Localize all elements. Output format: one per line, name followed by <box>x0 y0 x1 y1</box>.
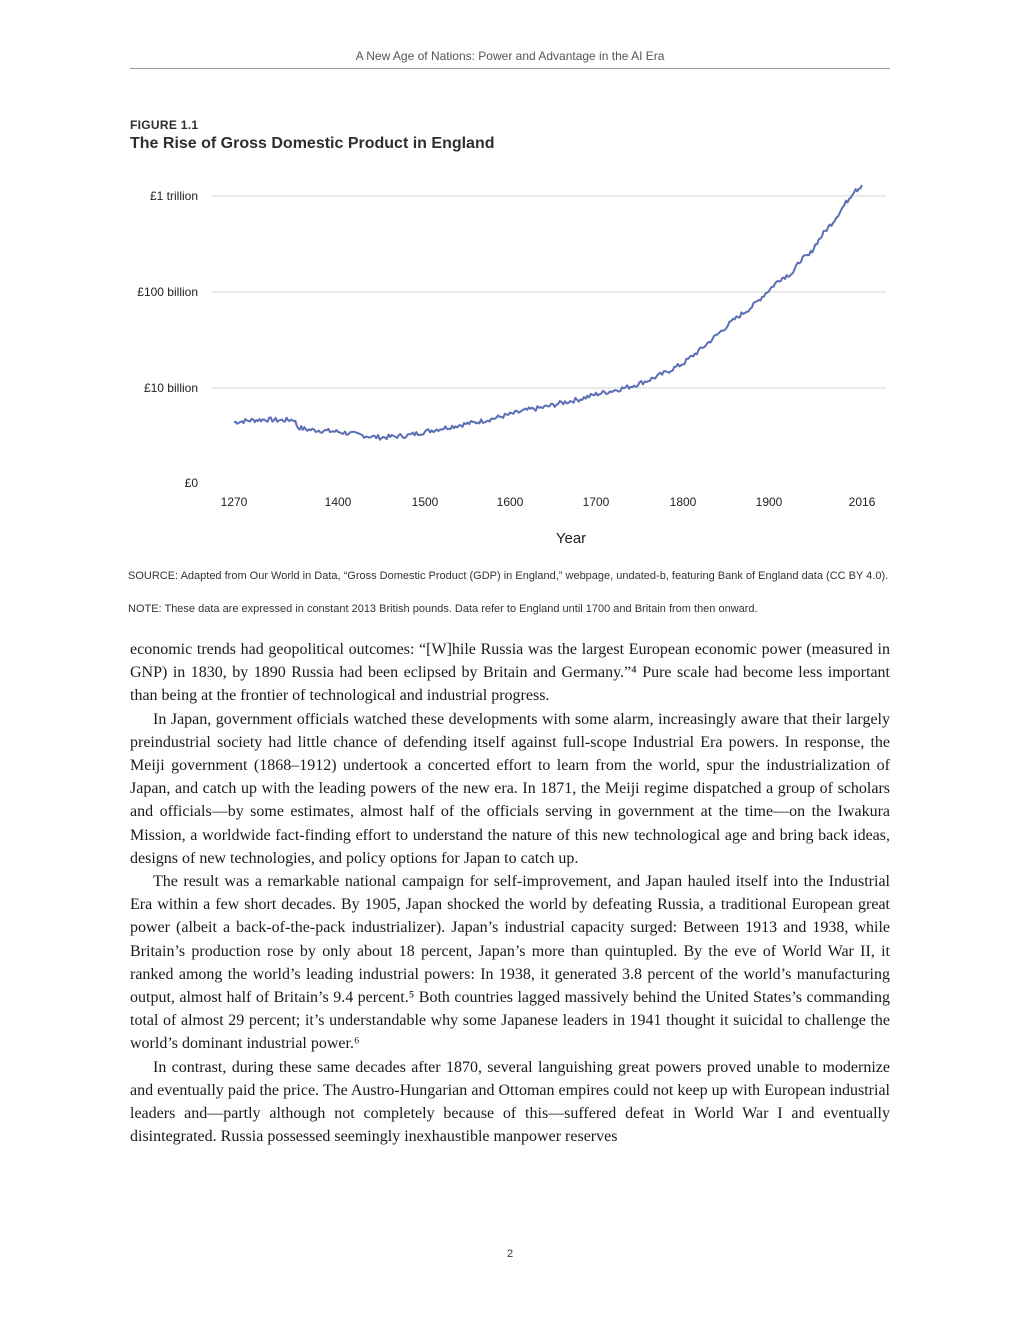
x-tick-label: 1400 <box>324 495 352 509</box>
chart-series <box>234 185 862 440</box>
y-axis-ticks <box>137 189 198 490</box>
paragraph: The result was a remarkable national campaign for self-improvement, and Japan hauled itself into the Industrial Era within a few short decades. By 1905, Japan shocked the world by defeating Russia, a traditional European great power (albeit a back-of-the-pack industrializer). Japan’s industrial capacity surged: Between 1913 and 1938, while Britain’s production rose by only about 18 percent, Japan’s more than quintupled. By the eve of World War II, it ranked among the world’s leading industrial powers: In 1938, it generated 3.8 percent of the world’s manufacturing output, almost half of Britain’s 9.4 percent.⁵ Both countries lagged massively behind the United States’s commanding total of almost 29 percent; it’s understandable why some Japanese leaders in 1941 thought it suicidal to challenge the world’s dominant industrial power.⁶ <box>130 873 890 1053</box>
figure-label: FIGURE 1.1 <box>130 118 199 132</box>
y-tick-label: £10 billion <box>143 381 198 395</box>
x-tick-label: 1500 <box>411 495 439 509</box>
running-head: A New Age of Nations: Power and Advantage in the AI Era <box>355 49 665 63</box>
page-number: 2 <box>506 1248 514 1260</box>
gdp-line-chart <box>120 170 900 555</box>
paragraph: economic trends had geopolitical outcomes: “[W]hile Russia was the largest European economic power (measured in GNP) in 1830, by 1890 Russia had been eclipsed by Britain and Germany.”⁴ Pure scale had become less important than being at the frontier of technological and industrial progress. <box>130 641 890 705</box>
x-tick-label: 1270 <box>220 495 248 509</box>
x-tick-label: 1700 <box>582 495 610 509</box>
gdp-series-line <box>234 185 862 440</box>
paragraph: In contrast, during these same decades after 1870, several languishing great powers proved unable to modernize and eventually paid the price. The Austro-Hungarian and Ottoman empires could not keep up with European industrial leaders and—partly although not completely because of this—suffered defeat in World War I and eventually disintegrated. Russia possessed seemingly inexhaustible manpower reserves <box>130 1058 890 1146</box>
y-tick-label: £1 trillion <box>149 189 198 203</box>
body-text <box>130 638 890 1148</box>
y-tick-label: £100 billion <box>137 285 198 299</box>
x-tick-label: 1900 <box>755 495 783 509</box>
figure-title: The Rise of Gross Domestic Product in England <box>130 135 495 152</box>
x-tick-label: 2016 <box>848 495 876 509</box>
figure-source: SOURCE: Adapted from Our World in Data, “Gross Domestic Product (GDP) in England,” webpage, undated-b, featuring Bank of England data (CC BY 4.0). <box>128 570 889 582</box>
figure-note: NOTE: These data are expressed in constant 2013 British pounds. Data refer to England until 1700 and Britain from then onward. <box>128 603 758 615</box>
x-axis-ticks <box>221 495 876 509</box>
x-tick-label: 1800 <box>669 495 697 509</box>
chart-gridlines <box>212 196 886 388</box>
y-tick-label: £0 <box>184 476 198 490</box>
paragraph: In Japan, government officials watched these developments with some alarm, increasingly aware that their largely preindustrial society had little chance of defending itself against full-scope Industrial Era powers. In response, the Meiji government (1868–1912) undertook a concerted effort to learn from the world, spur the industrialization of Japan, and catch up with the leading powers of the new era. In 1871, the Meiji regime dispatched a group of scholars and officials—by some estimates, almost half of the officials serving in government at the time—on the Iwakura Mission, a worldwide fact-finding effort to understand the nature of this new technological age and bring back ideas, designs of new technologies, and policy options for Japan to catch up. <box>130 710 890 867</box>
x-axis-label: Year <box>555 530 587 547</box>
x-tick-label: 1600 <box>496 495 524 509</box>
header-rule <box>130 68 890 69</box>
